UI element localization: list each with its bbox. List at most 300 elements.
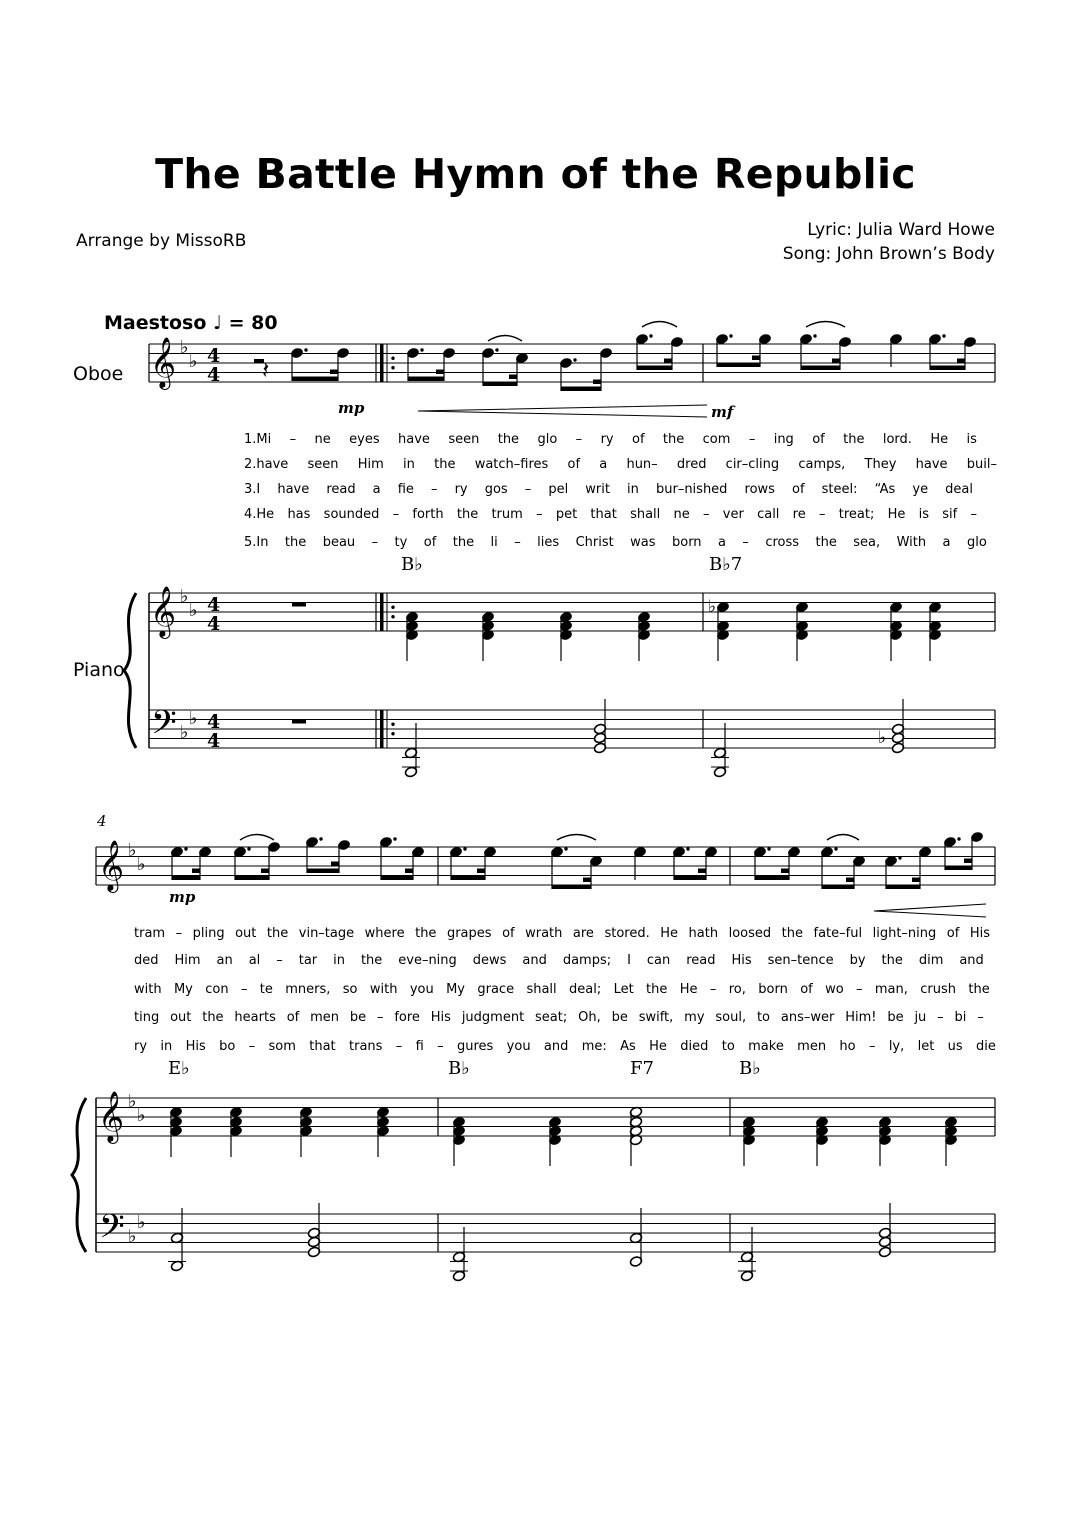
arranger-credit: Arrange by MissoRB <box>76 231 247 251</box>
lyric-syllable: fi <box>415 1039 424 1054</box>
lyric-syllable: read <box>686 953 716 968</box>
lyric-syllable: lord. <box>882 432 912 447</box>
lyric-syllable: the <box>662 432 685 447</box>
lyric-syllable: ded <box>134 953 159 968</box>
lyric-syllable: out <box>235 926 257 941</box>
lyric-syllable: ry <box>454 482 468 497</box>
lyric-syllable: let <box>917 1039 935 1054</box>
lyric-syllable: dews <box>472 953 507 968</box>
lyric-syllable: – <box>575 432 583 447</box>
lyric-syllable: te <box>259 982 273 997</box>
lyric-syllable: ne <box>673 507 690 522</box>
lyric-syllable: have <box>915 457 948 472</box>
lyric-syllable: – <box>868 1039 876 1054</box>
lyric-syllable: ans–wer <box>780 1010 835 1025</box>
lyric-syllable: His <box>185 1039 206 1054</box>
augmentation-dot <box>184 847 187 850</box>
flat-icon: ♭ <box>189 351 198 372</box>
note-beam <box>752 356 760 361</box>
lyric-syllable: – <box>742 535 749 550</box>
augmentation-dot <box>247 847 250 850</box>
whole-rest <box>292 603 306 607</box>
lyric-syllable: Let <box>613 982 634 997</box>
lyric-syllable: – <box>937 1010 944 1025</box>
lyric-syllable: – <box>376 1010 384 1025</box>
lyric-syllable: tram <box>134 926 166 941</box>
note-beam <box>957 359 965 364</box>
lyricist-credit: Lyric: Julia Ward Howe <box>807 220 995 240</box>
note-beam <box>436 370 444 375</box>
flat-icon: ♭ <box>180 586 189 607</box>
lyric-syllable: crush <box>920 982 957 997</box>
note-beam <box>330 370 338 375</box>
lyric-syllable: – <box>289 432 297 447</box>
lyric-syllable: the <box>497 432 520 447</box>
lyric-syllable: cross <box>765 535 800 550</box>
flat-icon: ♭ <box>137 1105 146 1126</box>
lyric-syllable: hath <box>688 926 719 941</box>
note-beam <box>912 878 920 883</box>
note-beam <box>781 869 789 874</box>
composer-credit: Song: John Brown’s Body <box>782 244 995 264</box>
lyric-syllable: – <box>392 507 400 522</box>
time-signature: 4 <box>207 364 221 386</box>
augmentation-dot <box>729 334 732 337</box>
lyric-syllable: – <box>395 1039 403 1054</box>
note-beam <box>886 885 920 890</box>
lyric-syllable: man, <box>874 982 908 997</box>
lyric-syllable: mners, <box>285 982 331 997</box>
note-beam <box>945 866 972 871</box>
lyric-syllable: have <box>398 432 430 447</box>
lyric-syllable: be <box>349 1010 367 1025</box>
note-beam <box>698 869 706 874</box>
lyric-syllable: is <box>966 432 977 447</box>
lyric-syllable: His <box>430 1010 451 1025</box>
lyric-syllable: make <box>748 1039 784 1054</box>
lyric-syllable: 4.He <box>244 507 275 522</box>
lyric-syllable: – <box>703 507 710 522</box>
lyric-syllable: He <box>649 1039 667 1054</box>
lyric-syllable: that <box>309 1039 336 1054</box>
repeat-barline <box>380 344 384 382</box>
treble-clef-icon: 𝄞 <box>98 840 125 891</box>
lyric-syllable: – <box>276 953 283 968</box>
flat-icon: ♭ <box>128 1091 137 1112</box>
lyric-syllable: seat; <box>535 1010 568 1025</box>
tempo-text: Maestoso <box>104 312 207 334</box>
augmentation-dot <box>957 837 960 840</box>
lyric-syllable: in <box>160 1039 173 1054</box>
lyric-syllable: that <box>590 507 617 522</box>
lyric-syllable: loosed <box>728 926 772 941</box>
lyric-syllable: fate–ful <box>813 926 863 941</box>
lyric-syllable: bur–nished <box>655 482 728 497</box>
augmentation-dot <box>767 847 770 850</box>
note-beam <box>930 366 965 371</box>
lyric-syllable: judgment <box>461 1010 525 1025</box>
note-beam <box>964 859 972 864</box>
augmentation-dot <box>319 837 322 840</box>
lyric-syllable: in <box>627 482 639 497</box>
lyric-syllable: the <box>646 982 668 997</box>
lyric-syllable: buil– <box>966 457 997 472</box>
tempo-bpm: = 80 <box>228 312 278 334</box>
flat-icon: ♭ <box>137 1212 146 1233</box>
note-beam <box>801 366 840 371</box>
lyric-syllable: a <box>599 457 608 472</box>
lyric-syllable: My <box>173 982 193 997</box>
lyric-syllable: of <box>800 982 813 997</box>
augmentation-dot <box>391 606 394 609</box>
lyric-syllable: was <box>630 535 656 550</box>
chord-symbol: B♭ <box>448 1058 470 1079</box>
lyric-syllable: with <box>134 982 162 997</box>
lyric-syllable: Him <box>174 953 201 968</box>
flat-icon: ♭ <box>189 708 198 729</box>
lyric-syllable: He <box>887 507 906 522</box>
lyric-syllable: the <box>452 535 475 550</box>
lyric-syllable: us <box>947 1039 963 1054</box>
lyric-syllable: grace <box>477 982 515 997</box>
lyric-syllable: deal; <box>569 982 602 997</box>
lyric-syllable: the <box>843 432 865 447</box>
augmentation-dot <box>304 348 307 351</box>
lyric-syllable: – <box>514 535 521 550</box>
note-beam <box>637 366 672 371</box>
lyric-syllable: They <box>864 457 897 472</box>
lyric-syllable: He <box>660 926 679 941</box>
lyric-syllable: stored. <box>604 926 650 941</box>
lyric-syllable: and <box>543 1039 569 1054</box>
lyric-syllable: trum <box>491 507 523 522</box>
lyric-syllable: men <box>310 1010 339 1025</box>
augmentation-dot <box>813 334 816 337</box>
note-beam <box>408 377 444 382</box>
augmentation-dot <box>495 348 498 351</box>
lyric-syllable: – <box>248 1039 256 1054</box>
lyric-syllable: ly, <box>888 1039 905 1054</box>
lyric-syllable: 5.In <box>244 535 269 550</box>
lyric-syllable: Oh, <box>578 1010 601 1025</box>
lyric-syllable: – <box>709 982 717 997</box>
note-beam <box>755 876 789 881</box>
lyric-syllable: bo <box>219 1039 236 1054</box>
chord-symbol: E♭ <box>168 1058 190 1079</box>
lyric-syllable: the <box>202 1010 224 1025</box>
repeat-barline <box>380 593 384 631</box>
lyric-syllable: die <box>976 1039 996 1054</box>
lyric-syllable: dred <box>676 457 707 472</box>
lyric-syllable: con <box>205 982 229 997</box>
note-beam <box>832 359 840 364</box>
lyric-syllable: cir–cling <box>725 457 780 472</box>
lyric-syllable: and <box>522 953 547 968</box>
lyric-syllable: a <box>942 535 951 550</box>
lyric-syllable: – <box>437 1039 444 1054</box>
lyric-syllable: you <box>409 982 434 997</box>
augmentation-dot <box>393 837 396 840</box>
lyric-syllable: ry <box>600 432 614 447</box>
lyric-syllable: wrath <box>525 926 563 941</box>
lyric-syllable: glo <box>966 535 987 550</box>
lyric-syllable: has <box>287 507 311 522</box>
lyric-syllable: – <box>430 482 438 497</box>
lyric-syllable: – <box>175 926 183 941</box>
lyric-syllable: – <box>856 982 863 997</box>
augmentation-dot <box>391 615 394 618</box>
lyric-syllable: light–ning <box>872 926 937 941</box>
lyric-syllable: writ <box>585 482 610 497</box>
note-beam <box>509 375 517 380</box>
lyric-syllable: by <box>849 953 866 968</box>
lyric-syllable: – <box>748 432 756 447</box>
lyric-syllable: Him <box>357 457 384 472</box>
piano-brace <box>124 593 136 748</box>
lyric-syllable: lies <box>537 535 560 550</box>
flat-icon: ♭ <box>708 597 717 617</box>
lyric-syllable: glo <box>537 432 558 447</box>
lyric-syllable: sif <box>942 507 958 522</box>
lyric-syllable: swift, <box>638 1010 674 1025</box>
note-beam <box>674 876 706 881</box>
lyric-syllable: 3.I <box>244 482 261 497</box>
lyric-syllable: hearts <box>234 1010 276 1025</box>
chord-symbol: B♭ <box>739 1058 761 1079</box>
augmentation-dot <box>649 334 652 337</box>
tie-slur <box>827 835 859 841</box>
lyric-syllable: beau <box>322 535 356 550</box>
lyric-syllable: shall <box>526 982 557 997</box>
lyric-syllable: the <box>968 982 990 997</box>
tie-slur <box>488 336 522 342</box>
augmentation-dot <box>942 334 945 337</box>
augmentation-dot <box>391 366 394 369</box>
note-beam <box>822 885 854 890</box>
note-beam <box>477 869 485 874</box>
flat-icon: ♭ <box>180 722 189 743</box>
note-beam <box>846 878 854 883</box>
lyric-syllable: He <box>930 432 949 447</box>
treble-clef-icon: 𝄞 <box>150 337 177 388</box>
lyric-syllable: can <box>646 953 671 968</box>
lyric-syllable: 1.Mi <box>244 432 272 447</box>
piano-brace <box>72 1098 86 1252</box>
note-beam <box>552 885 591 890</box>
dynamic-mp: mp <box>338 399 365 417</box>
lyric-syllable: bi <box>954 1010 967 1025</box>
note-beam <box>172 876 200 881</box>
lyric-syllable: soul, <box>715 1010 747 1025</box>
augmentation-dot <box>420 348 423 351</box>
note-beam <box>331 862 339 867</box>
lyric-syllable: a <box>717 535 726 550</box>
lyric-syllable: ro, <box>728 982 746 997</box>
note-beam <box>593 380 601 385</box>
repeat-barline <box>380 710 384 748</box>
lyric-syllable: where <box>364 926 405 941</box>
bass-clef-icon: 𝄢 <box>151 704 177 750</box>
chord-symbol: B♭7 <box>709 554 743 575</box>
augmentation-dot <box>686 847 689 850</box>
lyric-syllable: you <box>506 1039 531 1054</box>
lyric-syllable: forth <box>412 507 444 522</box>
lyric-syllable: men <box>797 1039 827 1054</box>
lyric-syllable: is <box>918 507 930 522</box>
lyric-syllable: – <box>240 982 248 997</box>
lyric-syllable: pling <box>192 926 225 941</box>
lyric-syllable: my <box>684 1010 705 1025</box>
lyric-syllable: ne <box>314 432 331 447</box>
quarter-rest-icon: 𝄽 <box>262 356 270 384</box>
lyric-syllable: fie <box>397 482 414 497</box>
note-beam <box>664 359 672 364</box>
treble-clef-icon: 𝄞 <box>98 1091 125 1142</box>
note-beam <box>307 869 339 874</box>
flat-icon: ♭ <box>878 728 887 748</box>
lyric-syllable: ye <box>912 482 929 497</box>
lyric-syllable: steel: <box>821 482 858 497</box>
lyric-syllable: of <box>423 535 437 550</box>
lyric-syllable: the <box>284 535 307 550</box>
lyric-syllable: tar <box>298 953 318 968</box>
lyric-syllable: died <box>680 1039 709 1054</box>
lyric-syllable: pet <box>555 507 578 522</box>
lyric-syllable: shall <box>630 507 661 522</box>
lyric-syllable: dim <box>918 953 944 968</box>
lyric-syllable: and <box>959 953 984 968</box>
lyric-syllable: treat; <box>838 507 875 522</box>
lyric-syllable: are <box>572 926 594 941</box>
note-beam <box>192 869 200 874</box>
augmentation-dot <box>573 358 576 361</box>
chord-symbol: B♭ <box>401 554 423 575</box>
lyric-syllable: deal <box>945 482 973 497</box>
crescendo-hairpin <box>418 405 707 417</box>
lyric-syllable: to <box>721 1039 735 1054</box>
lyric-syllable: with <box>369 982 398 997</box>
lyric-syllable: Christ <box>575 535 614 550</box>
lyric-syllable: com <box>702 432 731 447</box>
lyric-syllable: be <box>611 1010 628 1025</box>
time-signature: 4 <box>207 730 221 752</box>
lyric-syllable: gos <box>484 482 508 497</box>
lyric-syllable: of <box>567 457 581 472</box>
lyric-syllable: eve–ning <box>398 953 457 968</box>
lyric-syllable: the <box>434 457 456 472</box>
lyric-syllable: read <box>326 482 356 497</box>
lyric-syllable: – <box>524 482 532 497</box>
lyric-syllable: sea, <box>853 535 881 550</box>
lyric-syllable: wo <box>825 982 844 997</box>
lyric-syllable: camps, <box>798 457 846 472</box>
augmentation-dot <box>463 847 466 850</box>
note-beam <box>405 869 413 874</box>
lyric-syllable: born <box>671 535 702 550</box>
lyric-syllable: in <box>403 457 415 472</box>
flat-icon: ♭ <box>128 1226 137 1247</box>
augmentation-dot <box>564 847 567 850</box>
lyric-syllable: ing <box>773 432 794 447</box>
note-beam <box>451 876 485 881</box>
lyric-syllable: som <box>268 1039 296 1054</box>
lyric-syllable: sounded <box>323 507 380 522</box>
score-title: The Battle Hymn of the Republic <box>155 150 916 198</box>
piano-label: Piano <box>73 659 125 681</box>
lyric-syllable: seen <box>307 457 339 472</box>
lyric-syllable: He <box>679 982 698 997</box>
note-beam <box>561 387 601 392</box>
lyric-syllable: out <box>170 1010 192 1025</box>
lyric-syllable: ry <box>134 1039 148 1054</box>
lyric-syllable: damps; <box>562 953 612 968</box>
tie-slur <box>240 835 274 841</box>
lyric-syllable: sen–tence <box>767 953 834 968</box>
note-beam <box>235 876 269 881</box>
lyric-syllable: of <box>946 926 960 941</box>
lyric-syllable: Him! <box>845 1010 877 1025</box>
bass-clef-icon: 𝄢 <box>99 1208 125 1254</box>
tie-slur <box>557 835 596 841</box>
lyric-syllable: ty <box>394 535 408 550</box>
lyric-syllable: li <box>490 535 498 550</box>
augmentation-dot <box>834 847 837 850</box>
lyric-syllable: to <box>756 1010 771 1025</box>
lyric-syllable: an <box>216 953 233 968</box>
lyric-syllable: – <box>818 507 826 522</box>
tie-slur <box>642 322 677 328</box>
lyric-syllable: I <box>627 953 631 968</box>
lyric-syllable: al <box>248 953 261 968</box>
lyric-syllable: eyes <box>349 432 380 447</box>
lyric-syllable: the <box>456 507 479 522</box>
note-beam <box>717 363 760 368</box>
lyric-syllable: the <box>360 953 383 968</box>
lyric-syllable: – <box>977 1010 984 1025</box>
lyric-syllable: of <box>632 432 645 447</box>
whole-rest <box>292 720 306 724</box>
note-beam <box>483 382 517 387</box>
crescendo-hairpin <box>874 904 986 917</box>
quarter-note-icon: ♩ <box>213 312 223 334</box>
lyric-syllable: the <box>415 926 437 941</box>
lyric-syllable: 2.have <box>244 457 289 472</box>
augmentation-dot <box>391 732 394 735</box>
lyric-syllable: His <box>731 953 752 968</box>
dynamic-mf: mf <box>711 403 734 421</box>
lyric-syllable: rows <box>744 482 775 497</box>
lyric-syllable: fore <box>394 1010 420 1025</box>
lyric-syllable: the <box>266 926 289 941</box>
lyric-syllable: – <box>371 535 379 550</box>
lyric-syllable: My <box>446 982 465 997</box>
lyric-syllable: the <box>881 953 903 968</box>
time-signature: 4 <box>207 613 221 635</box>
flat-icon: ♭ <box>137 854 146 875</box>
augmentation-dot <box>391 723 394 726</box>
augmentation-dot <box>898 856 901 859</box>
note-beam <box>292 377 338 382</box>
lyric-syllable: the <box>781 926 803 941</box>
augmentation-dot <box>391 357 394 360</box>
note-beam <box>381 876 413 881</box>
lyric-syllable: trans <box>349 1039 383 1054</box>
lyric-syllable: As <box>620 1039 636 1054</box>
time-signature: 4 <box>207 711 221 733</box>
lyric-syllable: call <box>757 507 780 522</box>
lyric-syllable: born <box>758 982 788 997</box>
lyric-syllable: ho <box>839 1039 856 1054</box>
